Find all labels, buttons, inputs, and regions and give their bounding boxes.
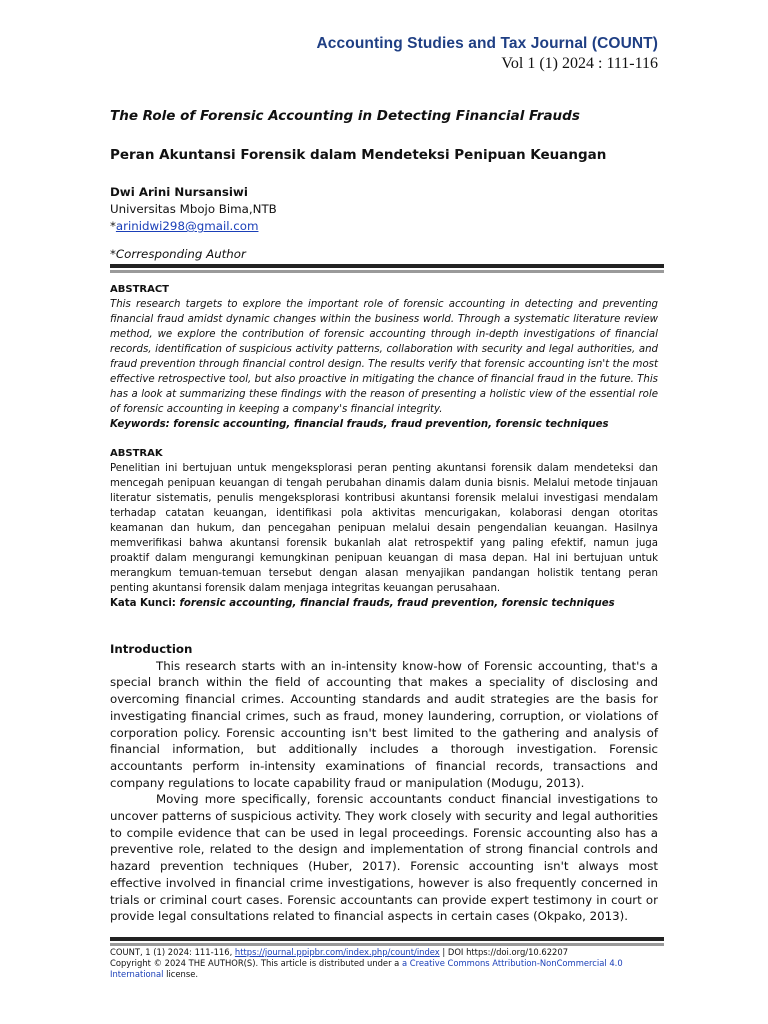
email-asterisk: * [110, 219, 116, 233]
journal-name: Accounting Studies and Tax Journal (COUNT) [316, 35, 658, 52]
footer-divider-thin [110, 943, 664, 946]
abstract-heading: ABSTRACT [110, 284, 169, 295]
journal-volume: Vol 1 (1) 2024 : 111-116 [501, 55, 658, 72]
introduction-paragraph-1: This research starts with an in-intensity know-how of Forensic accounting, that's a special branch within the field of accounting that makes a speciality of disclosing and overcoming financial crimes. Accounting standards and audit strategies are the basis for investigating financial crimes, such as fraud, money laundering, corruption, or violations of corporation policy. Forensic accounting isn't best limited to the gathering and analysis of financial information, but additionally includes a thorough investigation. Forensic accountants perform in-intensity examinations of financial records, transactions and company regulations to locate capability fraud or manipulation (Modugu, 2013). [110, 658, 658, 790]
abstrak-keywords [110, 596, 658, 611]
introduction-section [110, 641, 658, 925]
kata-kunci-label: Kata Kunci: [110, 598, 180, 609]
journal-header [317, 34, 658, 74]
kata-kunci-text: forensic accounting, financial frauds, fraud prevention, forensic techniques [179, 598, 615, 609]
footer-journal-link[interactable]: https://journal.ppipbr.com/index.php/count/index [234, 947, 440, 957]
introduction-paragraph-2: Moving more specifically, forensic accountants conduct financial investigations to uncover patterns of suspicious activity. They work closely with security and legal authorities to compile evidence that can be used in legal proceedings. Forensic accounting also has a preventive role, related to the design and implementation of strong financial controls and hazard prevention techniques (Huber, 2017). Forensic accounting isn't always most effective involved in financial crime investigations, however is also frequently concerned in trials or criminal court cases. Forensic accountants can provide expert testimony in court or provide legal consultations related to financial aspects in certain cases (Okpako, 2013). [110, 792, 658, 924]
footer-doi: | DOI https://doi.org/10.62207 [439, 947, 569, 957]
introduction-heading: Introduction [110, 642, 193, 656]
author-email-link[interactable]: arinidwi298@gmail.com [115, 219, 259, 233]
footer-citation-line [110, 947, 670, 958]
corresponding-asterisk: * [110, 247, 116, 261]
abstrak-text: Penelitian ini bertujuan untuk mengeksplorasi peran penting akuntansi forensik dalam mendeteksi dan mencegah penipuan keuangan di tengah perubahan dinamis dalam dunia bisnis. Melalui metode tinjauan literatur sistematis, penulis mengeksplorasi kontribusi akuntansi forensik melalui investigasi mendalam terhadap catatan keuangan, identifikasi pola aktivitas mencurigakan, kolaborasi dengan otoritas keamanan dan hukum, dan pencegahan penipuan melalui desain pengendalian keuangan. Hasilnya memverifikasi bahwa akuntansi forensik bukanlah alat retrospektif yang paling efektif, namun juga proaktif dalam mengurangi kemungkinan penipuan keuangan di masa depan. Hal ini bertujuan untuk merangkum temuan-temuan tersebut dengan alasan menyajikan pandangan holistik tentang peran penting akuntansi forensik dalam menjaga integritas keuangan perusahaan. [110, 463, 658, 594]
page-footer [110, 947, 670, 980]
author-name: Dwi Arini Nursansiwi [110, 185, 248, 199]
abstrak-section [110, 446, 658, 611]
header-divider-thin [110, 270, 664, 273]
corresponding-author-note [110, 246, 658, 263]
footer-license-suffix: license. [163, 969, 199, 979]
abstract-text: This research targets to explore the important role of forensic accounting in detecting and preventing financial fraud amidst dynamic changes within the business world. Through a systematic literature review method, we explore the contribution of forensic accounting through in-depth investigations of financial records, identification of suspicious activity patterns, collaboration with security and legal authorities, and fraud prevention through financial control design. The results verify that forensic accounting isn't the most effective retrospective tool, but also proactive in mitigating the chance of financial fraud in the future. This has a look at summarizing these findings with the reason of presenting a holistic view of the essential role of forensic accounting in keeping a company's financial integrity. [110, 299, 658, 415]
footer-copyright-line [110, 958, 670, 980]
corresponding-author-text: Corresponding Author [115, 247, 246, 261]
author-affiliation: Universitas Mbojo Bima,NTB [110, 202, 277, 216]
abstrak-heading: ABSTRAK [110, 448, 163, 459]
article-title-english: The Role of Forensic Accounting in Detecting Financial Frauds [110, 108, 580, 124]
article-title-indonesian: Peran Akuntansi Forensik dalam Mendeteksi Penipuan Keuangan [110, 147, 607, 163]
author-block [110, 184, 658, 235]
abstract-section [110, 282, 658, 432]
abstract-keywords: Keywords: forensic accounting, financial frauds, fraud prevention, forensic techniques [110, 419, 609, 430]
footer-divider-thick [110, 937, 664, 941]
footer-license-link[interactable]: a Creative Commons Attribution-NonCommercial 4.0 International [110, 958, 623, 979]
footer-copyright: Copyright © 2024 THE AUTHOR(S). This article is distributed under a [110, 958, 402, 968]
author-email-line [110, 218, 658, 235]
footer-citation: COUNT, 1 (1) 2024: 111-116, [110, 947, 235, 957]
header-divider-thick [110, 264, 664, 268]
